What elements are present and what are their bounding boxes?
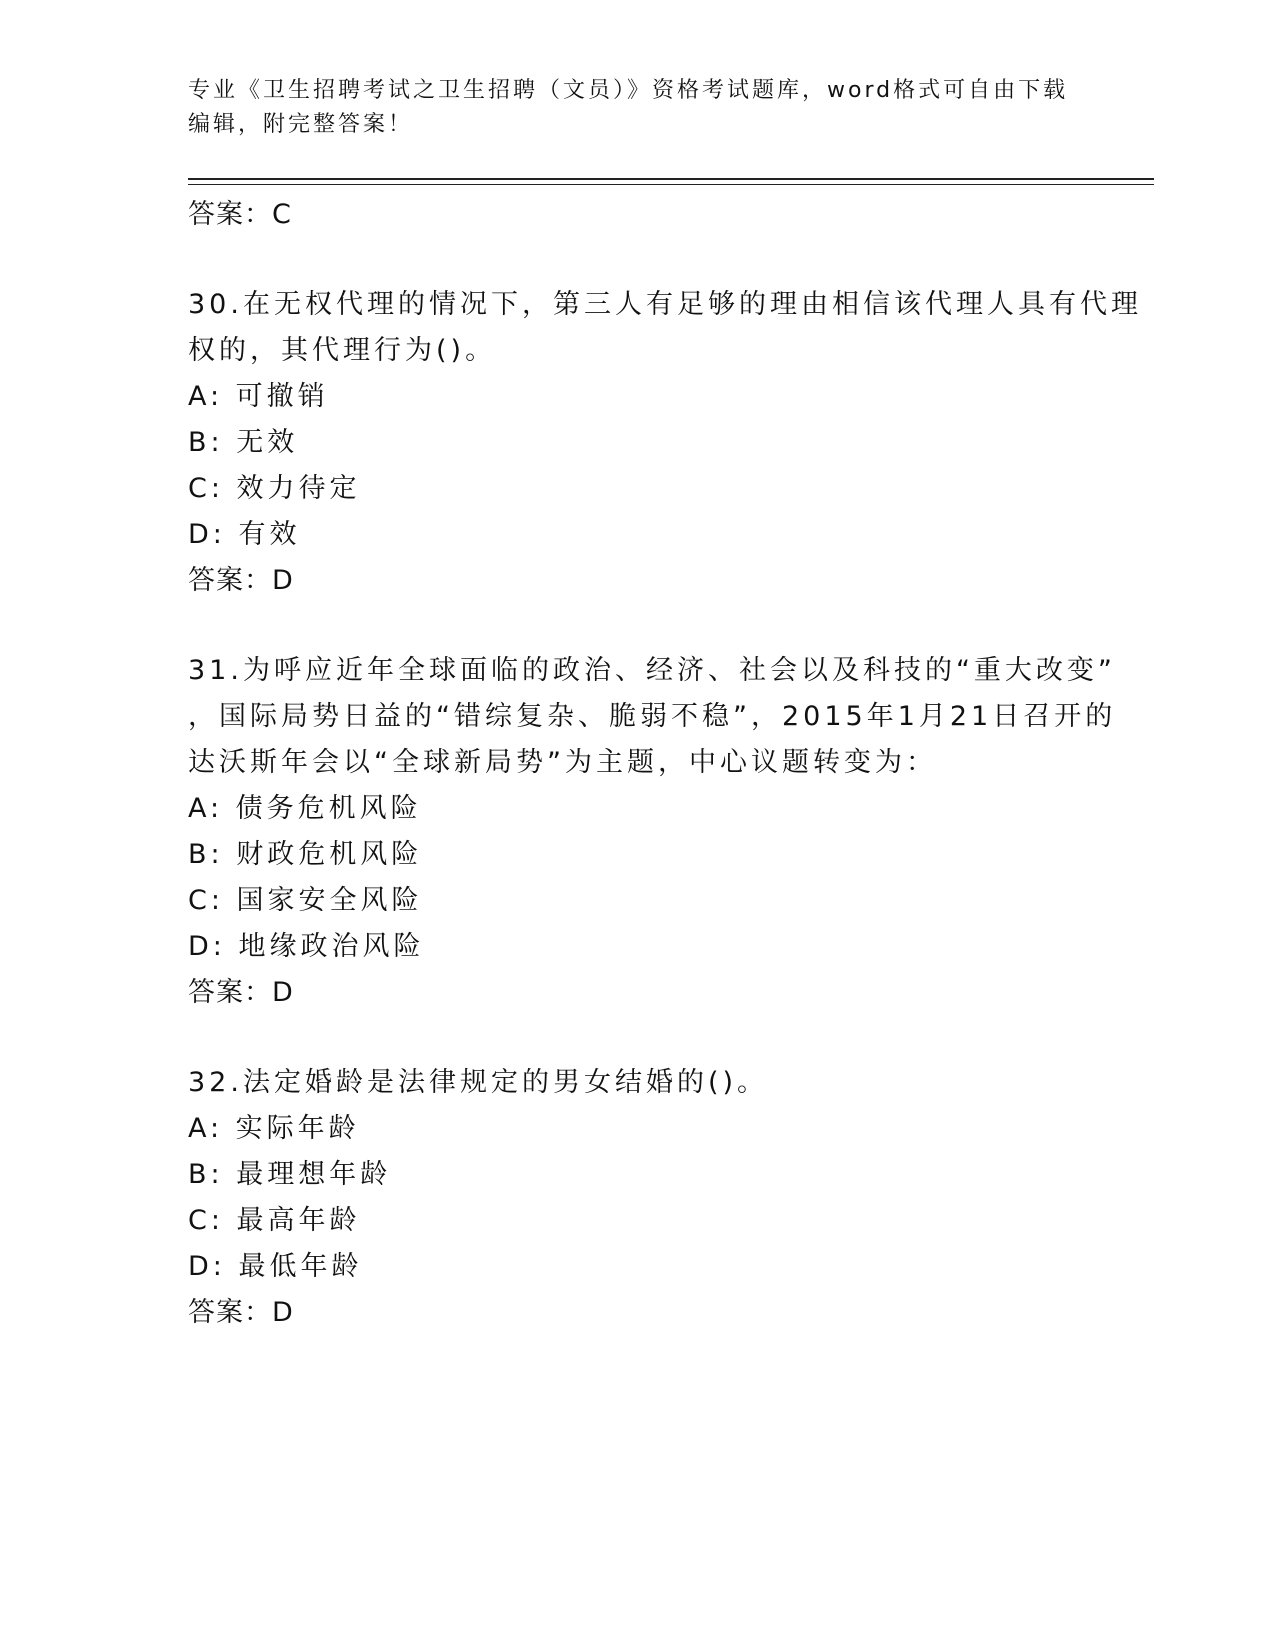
question-text-line: 权的，其代理行为()。 [188, 335, 497, 366]
option-a: A: 可撤销 [188, 381, 329, 412]
option-d: D: 地缘政治风险 [188, 931, 425, 962]
answer: 答案：D [188, 977, 294, 1008]
option-b: B: 最理想年龄 [188, 1159, 392, 1190]
option-a: A: 债务危机风险 [188, 793, 422, 824]
question-32 [188, 1060, 1088, 1336]
answer: 答案：D [188, 565, 294, 596]
header-line-2: 编辑，附完整答案！ [188, 112, 414, 137]
document-header [188, 74, 1078, 142]
option-b: B: 无效 [188, 427, 299, 458]
question-31 [188, 648, 1117, 1016]
question-text-line: 32.法定婚龄是法律规定的男女结婚的()。 [188, 1067, 769, 1098]
question-text-line: 31.为呼应近年全球面临的政治、经济、社会以及科技的“重大改变” [188, 655, 1116, 686]
option-c: C: 国家安全风险 [188, 885, 423, 916]
answer: 答案：D [188, 1297, 294, 1328]
question-list [188, 192, 1142, 1336]
question-text-line: 30.在无权代理的情况下，第三人有足够的理由相信该代理人具有代理 [188, 289, 1142, 320]
header-divider-thick [188, 178, 1154, 180]
question-30 [188, 282, 1142, 604]
option-d: D: 有效 [188, 519, 301, 550]
previous-answer: 答案：C [188, 199, 292, 230]
question-text-line: ，国际局势日益的“错综复杂、脆弱不稳”，2015年1月21日召开的 [188, 701, 1117, 732]
option-b: B: 财政危机风险 [188, 839, 423, 870]
question-text-line: 达沃斯年会以“全球新局势”为主题，中心议题转变为： [188, 747, 937, 778]
option-d: D: 最低年龄 [188, 1251, 363, 1282]
header-divider-thin [188, 184, 1154, 185]
option-c: C: 效力待定 [188, 473, 361, 504]
option-c: C: 最高年龄 [188, 1205, 361, 1236]
header-line-1: 专业《卫生招聘考试之卫生招聘（文员）》资格考试题库，word格式可自由下载 [188, 78, 1069, 103]
option-a: A: 实际年龄 [188, 1113, 360, 1144]
